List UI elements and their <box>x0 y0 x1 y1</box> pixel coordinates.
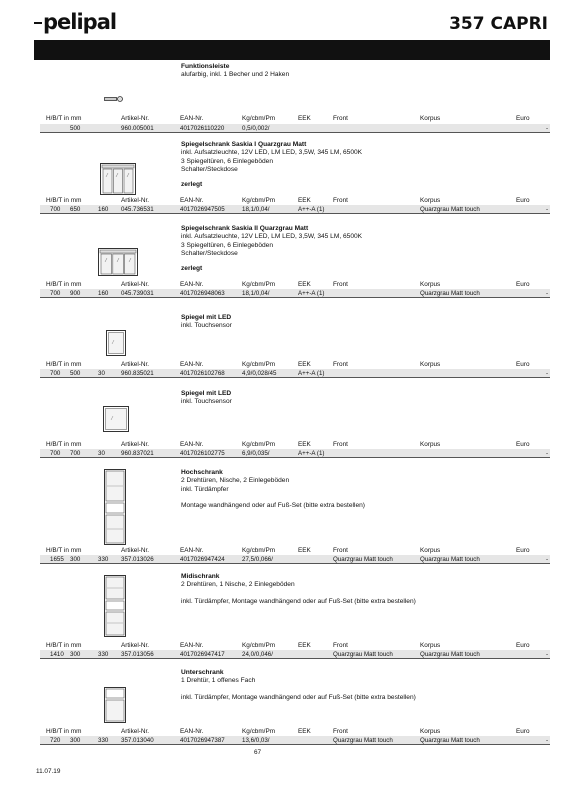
product-description <box>181 314 232 331</box>
column-header-ean: EAN-Nr. <box>180 547 204 554</box>
cell-h: 1410 <box>50 651 64 658</box>
column-header-eek: EEK <box>298 197 311 204</box>
product-description <box>181 63 289 80</box>
column-header-ean: EAN-Nr. <box>180 281 204 288</box>
table-row <box>40 124 550 133</box>
column-header-eek: EEK <box>298 728 311 735</box>
cell-eek: A++-A (1) <box>298 370 325 377</box>
column-header-hbt: H/B/T in mm <box>46 197 82 204</box>
cell-h: 700 <box>50 450 61 457</box>
product-title: Unterschrank <box>181 669 224 676</box>
column-header-kg: Kg/cbm/Pm <box>242 361 276 368</box>
page-number: 67 <box>254 749 262 756</box>
column-header-artikel: Artikel-Nr. <box>121 642 150 649</box>
cell-kg: 13,6/0,03/ <box>242 737 270 744</box>
product-description <box>181 669 416 702</box>
column-header-hbt: H/B/T in mm <box>46 281 82 288</box>
product-detail-line: inkl. Türdämpfer, Montage wandhängend oder auf Fuß-Set (bitte extra bestellen) <box>181 693 416 701</box>
product-title: Spiegelschrank Saskia II Quarzgrau Matt <box>181 225 309 232</box>
cell-euro: - <box>546 206 549 213</box>
table-row <box>40 449 550 458</box>
product-image <box>106 330 126 356</box>
cell-ean: 4017026110220 <box>180 125 225 132</box>
cell-artikel: 357.013040 <box>121 737 154 744</box>
cell-artikel: 045.739031 <box>121 290 154 297</box>
product-detail-line: 2 Drehtüren, Nische, 2 Einlegeböden <box>181 477 290 485</box>
column-header-euro: Euro <box>516 361 530 368</box>
column-header-front: Front <box>333 547 348 554</box>
column-header-euro: Euro <box>516 547 530 554</box>
table-row <box>40 650 550 659</box>
table-row <box>40 555 550 564</box>
column-header-hbt: H/B/T in mm <box>46 547 82 554</box>
column-header-artikel: Artikel-Nr. <box>121 281 150 288</box>
cell-ean: 4017026948063 <box>180 290 225 297</box>
cell-artikel: 960.005001 <box>121 125 154 132</box>
product-title: Spiegel mit LED <box>181 314 232 321</box>
product-detail-line: inkl. Touchsensor <box>181 322 232 330</box>
cell-euro: - <box>546 125 549 132</box>
cell-euro: - <box>546 290 549 297</box>
product-title: Midischrank <box>181 573 220 580</box>
column-header-front: Front <box>333 197 348 204</box>
column-header-kg: Kg/cbm/Pm <box>242 728 276 735</box>
table-header <box>40 641 550 650</box>
cell-euro: - <box>546 737 549 744</box>
column-header-euro: Euro <box>516 441 530 448</box>
column-header-front: Front <box>333 281 348 288</box>
cell-front: Quarzgrau Matt touch <box>333 556 393 563</box>
table-row <box>40 289 550 298</box>
product-detail-line: inkl. Aufsatzleuchte, 12V LED, LM LED, 3,5W, 345 LM, 6500K <box>181 233 363 241</box>
column-header-hbt: H/B/T in mm <box>46 115 82 122</box>
product-detail-line: 1 Drehtür, 1 offenes Fach <box>181 677 256 685</box>
cell-h: 700 <box>50 206 61 213</box>
column-header-artikel: Artikel-Nr. <box>121 441 150 448</box>
cell-ean: 4017026102768 <box>180 370 225 377</box>
cell-eek: A++-A (1) <box>298 450 325 457</box>
cell-euro: - <box>546 651 549 658</box>
product-image <box>100 163 136 195</box>
table-row <box>40 205 550 214</box>
cell-front: Quarzgrau Matt touch <box>333 737 393 744</box>
column-header-ean: EAN-Nr. <box>180 728 204 735</box>
series-title: 357 CAPRI <box>449 14 548 34</box>
column-header-ean: EAN-Nr. <box>180 115 204 122</box>
column-header-ean: EAN-Nr. <box>180 197 204 204</box>
column-header-kg: Kg/cbm/Pm <box>242 547 276 554</box>
table-header <box>40 114 550 123</box>
cell-kg: 18,1/0,04/ <box>242 290 270 297</box>
column-header-eek: EEK <box>298 441 311 448</box>
table-header <box>40 727 550 736</box>
product-description <box>181 469 365 511</box>
column-header-artikel: Artikel-Nr. <box>121 547 150 554</box>
column-header-euro: Euro <box>516 728 530 735</box>
cell-t: 30 <box>98 370 105 377</box>
spacer <box>181 590 416 598</box>
cell-korpus: Quarzgrau Matt touch <box>420 290 480 297</box>
cell-euro: - <box>546 556 549 563</box>
cell-h: 700 <box>50 370 61 377</box>
cell-kg: 18,1/0,04/ <box>242 206 270 213</box>
cell-artikel: 960.837021 <box>121 450 154 457</box>
product-image <box>103 406 129 432</box>
column-header-euro: Euro <box>516 281 530 288</box>
cell-artikel: 357.013056 <box>121 651 154 658</box>
assembly-note: zerlegt <box>181 264 203 272</box>
cell-eek: A++-A (1) <box>298 290 325 297</box>
cell-kg: 4,9/0,028/45 <box>242 370 277 377</box>
column-header-eek: EEK <box>298 115 311 122</box>
column-header-hbt: H/B/T in mm <box>46 728 82 735</box>
print-date: 11.07.19 <box>36 768 61 775</box>
product-detail-line: 2 Drehtüren, 1 Nische, 2 Einlegeböden <box>181 581 295 589</box>
column-header-kg: Kg/cbm/Pm <box>242 115 276 122</box>
product-image <box>104 575 126 637</box>
product-detail-line: inkl. Aufsatzleuchte, 12V LED, LM LED, 3,5W, 345 LM, 6500K <box>181 149 363 157</box>
column-header-hbt: H/B/T in mm <box>46 642 82 649</box>
brand-name: pelipal <box>43 10 117 34</box>
column-header-ean: EAN-Nr. <box>180 361 204 368</box>
cell-t: 30 <box>98 450 105 457</box>
cell-korpus: Quarzgrau Matt touch <box>420 206 480 213</box>
cell-b: 500 <box>70 125 81 132</box>
cell-kg: 0,5/0,002/ <box>242 125 270 132</box>
cell-t: 160 <box>98 206 109 213</box>
column-header-front: Front <box>333 361 348 368</box>
cell-artikel: 045.736531 <box>121 206 154 213</box>
table-header <box>40 280 550 289</box>
column-header-korpus: Korpus <box>420 441 441 448</box>
product-title: Funktionsleiste <box>181 63 230 70</box>
column-header-hbt: H/B/T in mm <box>46 361 82 368</box>
cell-korpus: Quarzgrau Matt touch <box>420 651 480 658</box>
product-title: Spiegelschrank Saskia I Quarzgrau Matt <box>181 141 307 148</box>
cell-kg: 6,9/0,035/ <box>242 450 270 457</box>
cell-t: 330 <box>98 651 109 658</box>
header-bar <box>34 40 550 60</box>
cell-artikel: 357.013026 <box>121 556 154 563</box>
spacer <box>181 686 416 694</box>
cell-b: 900 <box>70 290 81 297</box>
cell-t: 160 <box>98 290 109 297</box>
cell-ean: 4017026947387 <box>180 737 225 744</box>
column-header-front: Front <box>333 115 348 122</box>
table-header <box>40 546 550 555</box>
cell-b: 500 <box>70 370 81 377</box>
product-description <box>181 390 232 407</box>
product-description <box>181 141 362 189</box>
table-header <box>40 440 550 449</box>
column-header-euro: Euro <box>516 115 530 122</box>
cell-kg: 24,0/0,046/ <box>242 651 273 658</box>
cell-artikel: 960.835021 <box>121 370 154 377</box>
column-header-front: Front <box>333 441 348 448</box>
cell-h: 720 <box>50 737 61 744</box>
column-header-korpus: Korpus <box>420 547 441 554</box>
column-header-euro: Euro <box>516 642 530 649</box>
column-header-artikel: Artikel-Nr. <box>121 728 150 735</box>
product-description <box>181 573 416 606</box>
table-header <box>40 196 550 205</box>
product-detail-line: inkl. Touchsensor <box>181 398 232 406</box>
cell-eek: A++-A (1) <box>298 206 325 213</box>
cell-b: 300 <box>70 556 81 563</box>
column-header-eek: EEK <box>298 361 311 368</box>
cell-front: Quarzgrau Matt touch <box>333 651 393 658</box>
product-detail-line: 3 Spiegeltüren, 6 Einlegeböden <box>181 157 274 165</box>
cell-ean: 4017026102775 <box>180 450 225 457</box>
product-detail-line: Schalter/Steckdose <box>181 250 238 258</box>
cell-b: 300 <box>70 651 81 658</box>
column-header-eek: EEK <box>298 642 311 649</box>
column-header-hbt: H/B/T in mm <box>46 441 82 448</box>
cell-h: 1655 <box>50 556 64 563</box>
column-header-korpus: Korpus <box>420 115 441 122</box>
assembly-note: zerlegt <box>181 180 203 188</box>
product-detail-line: Montage wandhängend oder auf Fuß-Set (bitte extra bestellen) <box>181 502 366 510</box>
cell-ean: 4017026947424 <box>180 556 225 563</box>
column-header-korpus: Korpus <box>420 642 441 649</box>
column-header-artikel: Artikel-Nr. <box>121 197 150 204</box>
cell-b: 300 <box>70 737 81 744</box>
product-image <box>104 687 126 723</box>
product-title: Hochschrank <box>181 469 223 476</box>
column-header-front: Front <box>333 728 348 735</box>
product-detail-line: inkl. Türdämpfer <box>181 485 229 493</box>
column-header-eek: EEK <box>298 281 311 288</box>
column-header-korpus: Korpus <box>420 281 441 288</box>
cell-euro: - <box>546 450 549 457</box>
spacer <box>181 494 365 502</box>
column-header-ean: EAN-Nr. <box>180 642 204 649</box>
cell-korpus: Quarzgrau Matt touch <box>420 737 480 744</box>
column-header-front: Front <box>333 642 348 649</box>
logo-dash-mark <box>34 22 42 24</box>
cell-b: 700 <box>70 450 81 457</box>
cell-korpus: Quarzgrau Matt touch <box>420 556 480 563</box>
table-row <box>40 369 550 378</box>
column-header-korpus: Korpus <box>420 728 441 735</box>
column-header-korpus: Korpus <box>420 197 441 204</box>
table-header <box>40 360 550 369</box>
cell-t: 330 <box>98 737 109 744</box>
product-description <box>181 225 362 273</box>
product-image <box>104 95 126 103</box>
column-header-kg: Kg/cbm/Pm <box>242 642 276 649</box>
column-header-ean: EAN-Nr. <box>180 441 204 448</box>
cell-b: 650 <box>70 206 81 213</box>
brand-logo <box>34 10 116 34</box>
column-header-kg: Kg/cbm/Pm <box>242 197 276 204</box>
table-row <box>40 736 550 745</box>
product-detail-line: inkl. Türdämpfer, Montage wandhängend oder auf Fuß-Set (bitte extra bestellen) <box>181 597 416 605</box>
cell-ean: 4017026947505 <box>180 206 225 213</box>
column-header-eek: EEK <box>298 547 311 554</box>
cell-h: 700 <box>50 290 61 297</box>
product-image <box>104 469 126 545</box>
column-header-artikel: Artikel-Nr. <box>121 361 150 368</box>
product-detail-line: 3 Spiegeltüren, 6 Einlegeböden <box>181 241 274 249</box>
cell-t: 330 <box>98 556 109 563</box>
product-detail-line: alufarbig, inkl. 1 Becher und 2 Haken <box>181 71 290 79</box>
cell-euro: - <box>546 370 549 377</box>
column-header-euro: Euro <box>516 197 530 204</box>
product-detail-line: Schalter/Steckdose <box>181 166 238 174</box>
product-title: Spiegel mit LED <box>181 390 232 397</box>
column-header-kg: Kg/cbm/Pm <box>242 281 276 288</box>
column-header-korpus: Korpus <box>420 361 441 368</box>
product-image <box>98 248 138 276</box>
column-header-artikel: Artikel-Nr. <box>121 115 150 122</box>
column-header-kg: Kg/cbm/Pm <box>242 441 276 448</box>
cell-kg: 27,5/0,066/ <box>242 556 273 563</box>
cell-ean: 4017026947417 <box>180 651 225 658</box>
